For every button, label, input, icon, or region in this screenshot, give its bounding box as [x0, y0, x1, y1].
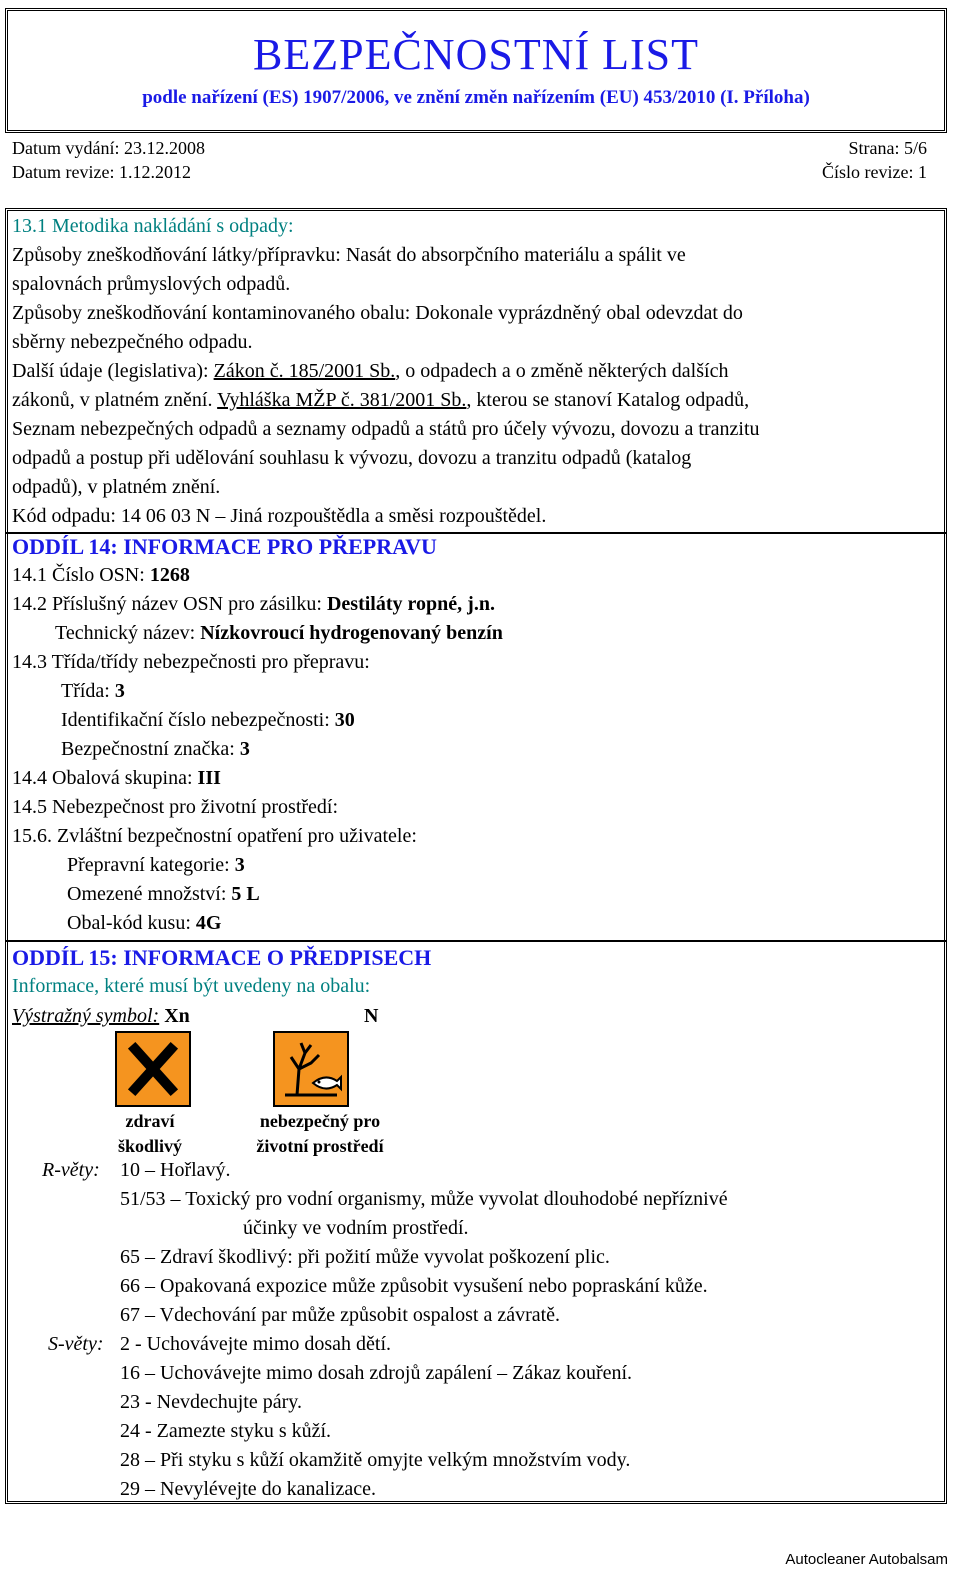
limited-quantity — [67, 880, 260, 909]
symbol-n-caption-line-2: životní prostředí — [256, 1136, 384, 1156]
limited-quantity-value: 5 L — [231, 883, 260, 905]
revision-number: Číslo revize: 1 — [822, 162, 927, 182]
legislation-line-5: odpadů), v platném znění. — [12, 476, 221, 498]
technical-name-value: Nízkovroucí hydrogenovaný benzín — [200, 622, 503, 644]
transport-category-value: 3 — [234, 854, 245, 876]
safety-mark — [61, 735, 250, 764]
divider — [5, 940, 947, 942]
section-13-heading: 13.1 Metodika nakládání s odpady: — [12, 215, 294, 237]
packing-group-label: 14.4 Obalová skupina: — [12, 767, 198, 789]
disposal-text-4: sběrny nebezpečného odpadu. — [12, 331, 253, 353]
hazard-class — [61, 677, 125, 706]
section-14-heading: ODDÍL 14: INFORMACE PRO PŘEPRAVU — [12, 534, 437, 559]
symbol-n: N — [364, 1005, 379, 1027]
legislation-line-1 — [12, 357, 728, 386]
package-code — [67, 909, 221, 938]
section-15-heading: ODDÍL 15: INFORMACE O PŘEDPISECH — [12, 945, 432, 970]
special-precautions: 15.6. Zvláštní bezpečnostní opatření pro uživatele: — [12, 825, 417, 847]
document-title: BEZPEČNOSTNÍ LIST — [253, 30, 699, 79]
waste-code: Kód odpadu: 14 06 03 N – Jiná rozpouštědla a směsi rozpouštědel. — [12, 505, 547, 527]
hazard-id — [61, 706, 355, 735]
dead-tree-fish-icon — [273, 1031, 349, 1107]
s-phrase: 2 - Uchovávejte mimo dosah dětí. — [120, 1333, 392, 1355]
legislation-line-2 — [12, 386, 749, 415]
symbol-n-caption — [240, 1109, 400, 1159]
legislation-text-2: zákonů, v platném znění. — [12, 389, 218, 411]
disposal-text-3: Způsoby zneškodňování kontaminovaného obalu: Dokonale vyprázdněný obal odevzdat do — [12, 302, 743, 324]
limited-quantity-label: Omezené množství: — [67, 883, 232, 905]
transport-category — [67, 851, 245, 880]
legislation-text: , o odpadech a o změně některých dalších — [395, 360, 729, 382]
legislation-line-3: Seznam nebezpečných odpadů a seznamy odpadů a států pro účely vývozu, dovozu a tranzitu — [12, 418, 760, 440]
law-link[interactable]: Zákon č. 185/2001 Sb. — [213, 360, 396, 382]
packing-group-value: III — [197, 767, 221, 789]
environmental-hazard: 14.5 Nebezpečnost pro životní prostředí: — [12, 796, 339, 818]
r-phrase-continued: účinky ve vodním prostředí. — [243, 1217, 469, 1239]
r-phrase: 67 – Vdechování par může způsobit ospalost a závratě. — [120, 1304, 561, 1326]
hazard-id-label: Identifikační číslo nebezpečnosti: — [61, 709, 335, 731]
safety-mark-label: Bezpečnostní značka: — [61, 738, 240, 760]
label-info: Informace, které musí být uvedeny na obalu: — [12, 975, 371, 997]
technical-name — [55, 619, 503, 648]
shipping-name — [12, 590, 495, 619]
un-number-value: 1268 — [149, 564, 190, 586]
s-phrase: 16 – Uchovávejte mimo dosah zdrojů zapálení – Zákaz kouření. — [120, 1362, 633, 1384]
symbol-xn-caption — [100, 1109, 200, 1159]
document-subtitle: podle nařízení (ES) 1907/2006, ve znění změn nařízením (EU) 453/2010 (I. Příloha) — [142, 87, 810, 108]
un-number-label: 14.1 Číslo OSN: — [12, 564, 150, 586]
page-number: Strana: 5/6 — [848, 138, 927, 158]
disposal-text-1: Způsoby zneškodňování látky/přípravku: Nasát do absorpčního materiálu a spálit ve — [12, 244, 686, 266]
decree-link[interactable]: Vyhláška MŽP č. 381/2001 Sb. — [217, 389, 467, 411]
technical-name-label: Technický název: — [55, 622, 201, 644]
package-code-value: 4G — [195, 912, 222, 934]
legislation-text-3: , kterou se stanoví Katalog odpadů, — [466, 389, 750, 411]
package-code-label: Obal-kód kusu: — [67, 912, 196, 934]
legislation-label: Další údaje (legislativa): — [12, 360, 214, 382]
shipping-name-value: Destiláty ropné, j.n. — [326, 593, 495, 615]
hazard-class-label: Třída: — [61, 680, 115, 702]
footer-product-name: Autocleaner Autobalsam — [785, 1551, 948, 1568]
symbol-n-caption-line-1: nebezpečný pro — [259, 1111, 381, 1131]
hazard-id-value: 30 — [334, 709, 355, 731]
symbol-xn-caption-line-1: zdraví — [125, 1111, 175, 1131]
disposal-text-2: spalovnách průmyslových odpadů. — [12, 273, 291, 295]
s-phrase: 24 - Zamezte styku s kůží. — [120, 1420, 332, 1442]
issue-date: Datum vydání: 23.12.2008 — [12, 138, 205, 158]
legislation-line-4: odpadů a postup při udělování souhlasu k vývozu, dovozu a tranzitu odpadů (katalog — [12, 447, 692, 469]
harmful-cross-icon — [115, 1031, 191, 1107]
r-phrase: 10 – Hořlavý. — [120, 1159, 231, 1181]
warning-symbol — [12, 1002, 190, 1031]
shipping-name-label: 14.2 Příslušný název OSN pro zásilku: — [12, 593, 327, 615]
un-number — [12, 561, 190, 590]
document-header — [5, 8, 947, 133]
s-phrase: 28 – Při styku s kůží okamžitě omyjte velkým množstvím vody. — [120, 1449, 631, 1471]
s-phrase: 29 – Nevylévejte do kanalizace. — [120, 1478, 376, 1500]
warning-symbol-label: Výstražný symbol: — [12, 1005, 160, 1027]
hazard-class-heading: 14.3 Třída/třídy nebezpečnosti pro přepravu: — [12, 651, 370, 673]
r-phrase: 65 – Zdraví škodlivý: při požití může vyvolat poškození plic. — [120, 1246, 610, 1268]
r-phrase: 51/53 – Toxický pro vodní organismy, může vyvolat dlouhodobé nepříznivé — [120, 1188, 728, 1210]
r-phrase: 66 – Opakovaná expozice může způsobit vysušení nebo popraskání kůže. — [120, 1275, 708, 1297]
symbol-xn-caption-line-2: škodlivý — [117, 1136, 183, 1156]
r-phrases-label: R-věty: — [42, 1159, 100, 1181]
safety-mark-value: 3 — [239, 738, 250, 760]
symbol-xn: Xn — [164, 1005, 190, 1027]
hazard-class-value: 3 — [114, 680, 125, 702]
transport-category-label: Přepravní kategorie: — [67, 854, 235, 876]
packing-group — [12, 764, 221, 793]
s-phrase: 23 - Nevdechujte páry. — [120, 1391, 302, 1413]
revision-date: Datum revize: 1.12.2012 — [12, 162, 191, 182]
s-phrases-label: S-věty: — [48, 1333, 104, 1355]
